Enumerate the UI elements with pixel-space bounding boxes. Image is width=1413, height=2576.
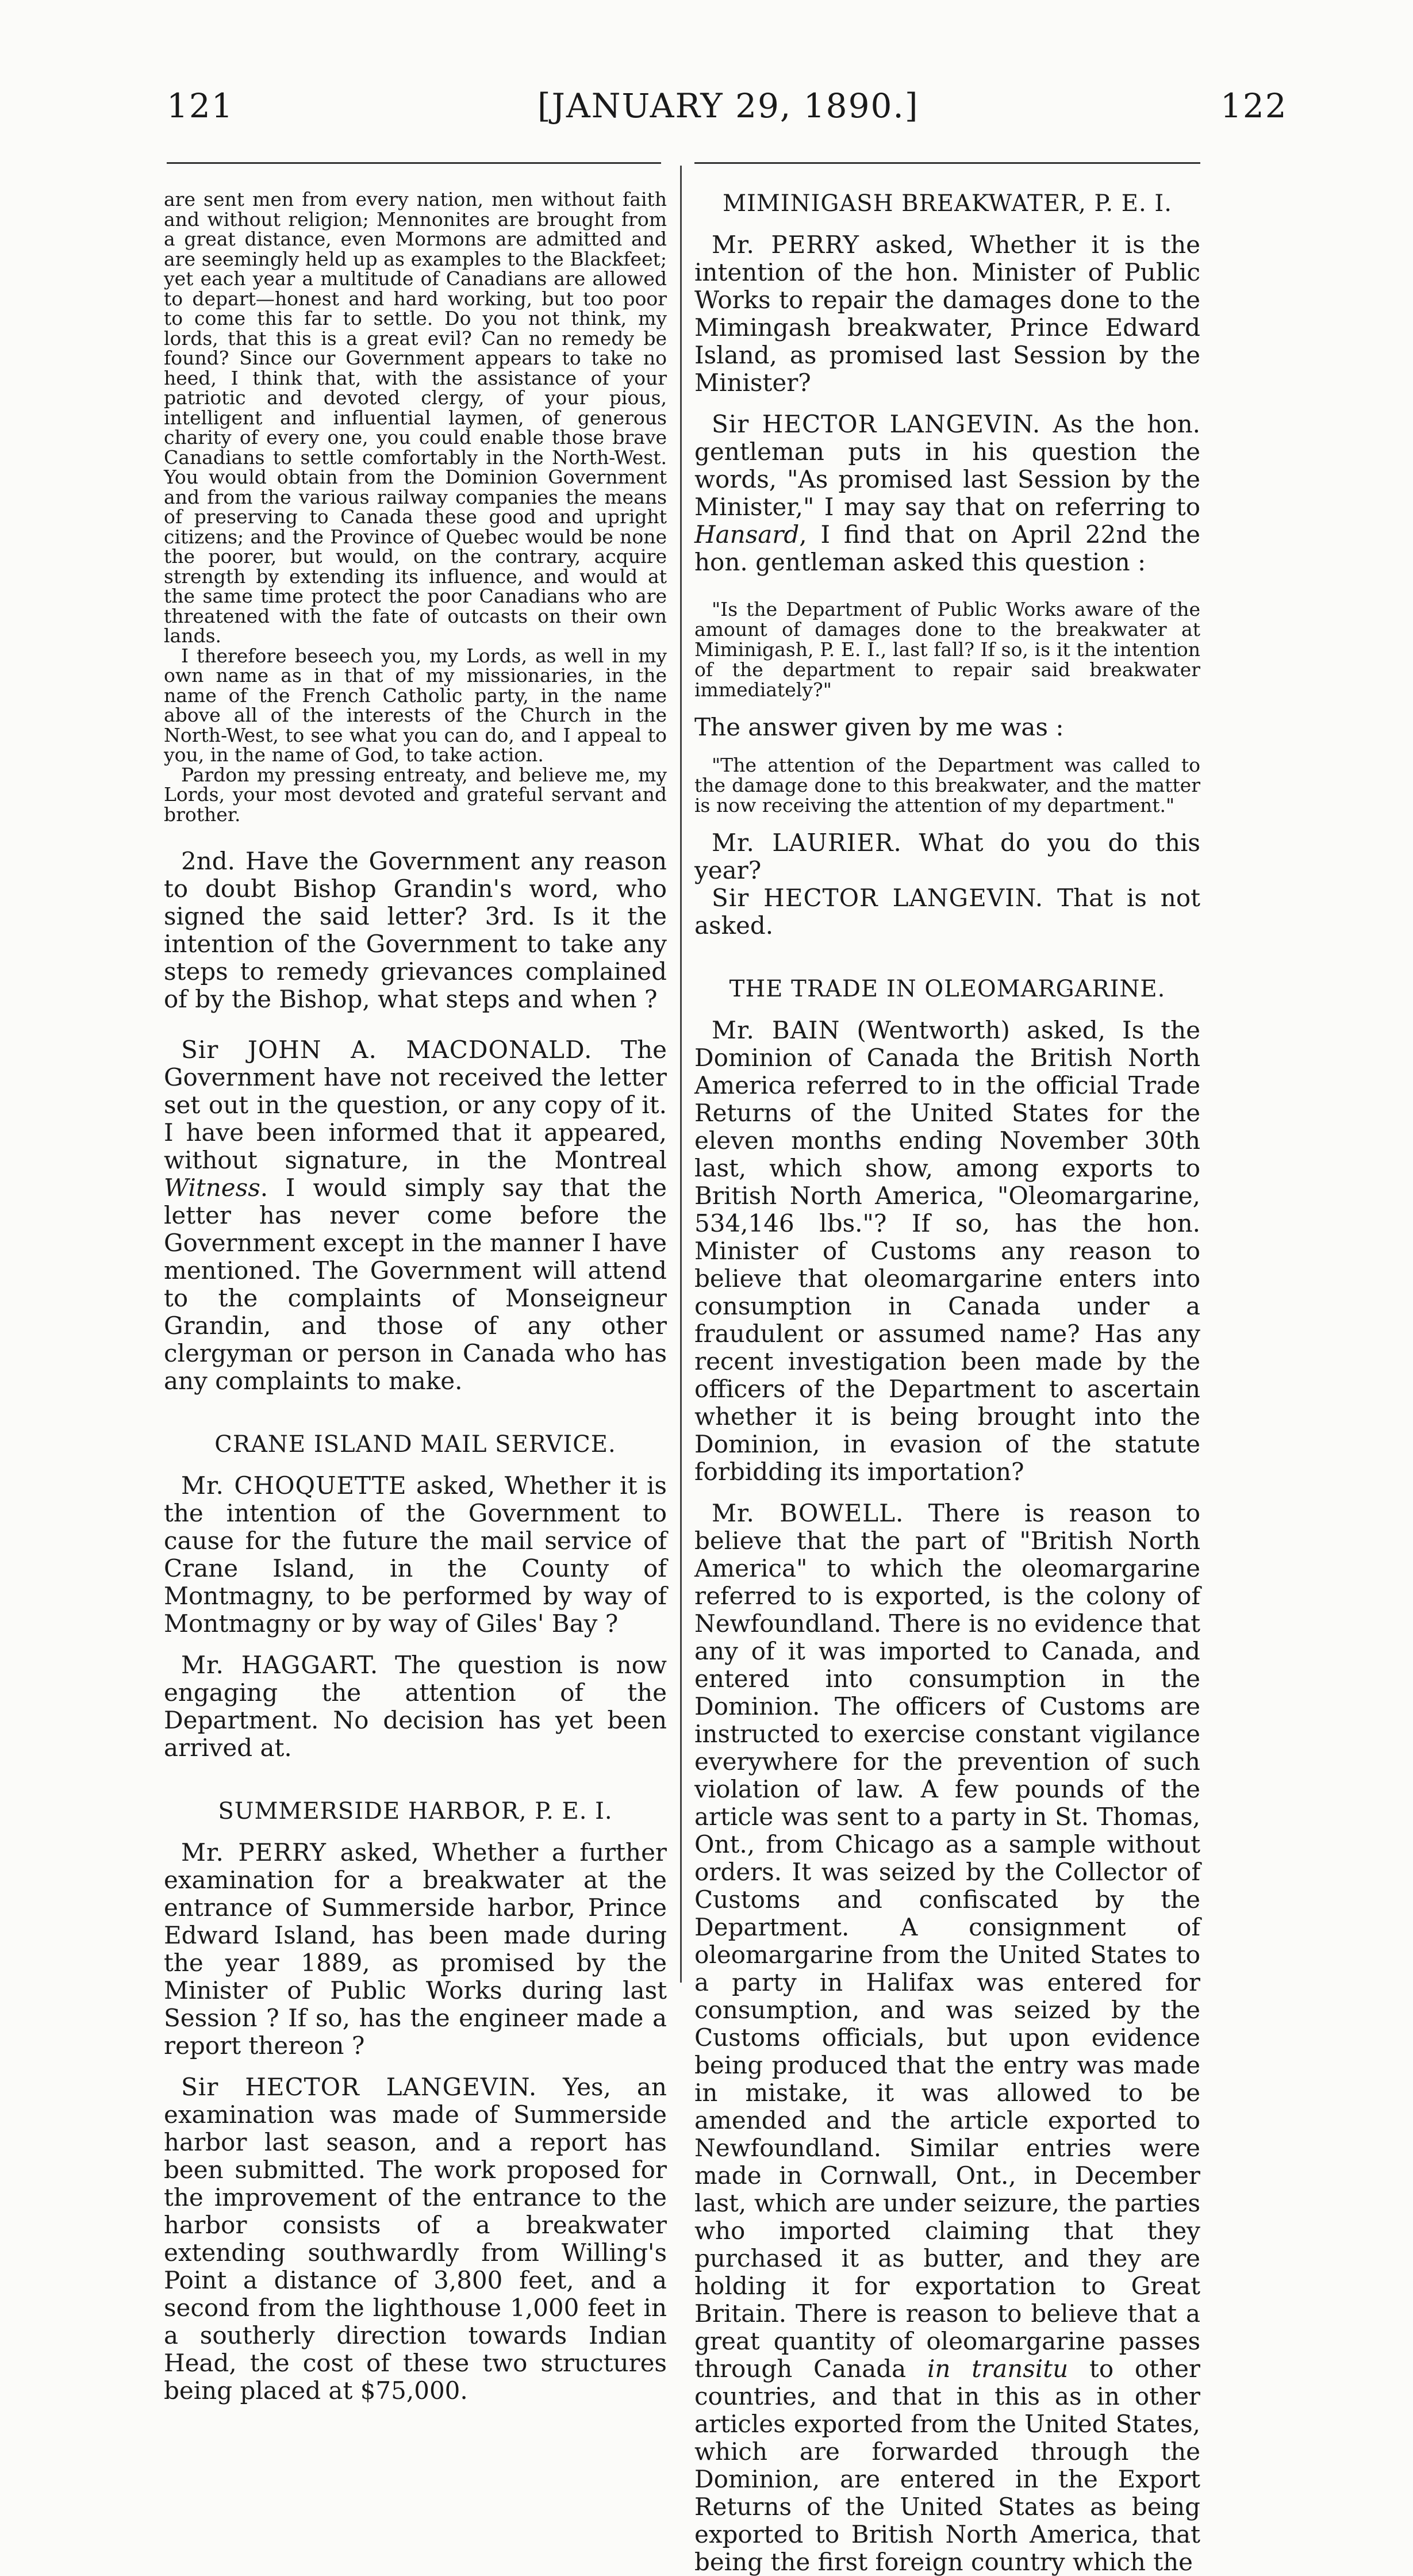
question-text: (Wentworth) asked, Is the Dominion of Canada the British North America referred to in the official Trade Returns of the United States for the eleven months ending November 30th last, which show, among exports to British North America, "Oleomargarine, 534,146 lbs."? If so, has the hon. Minister of Customs any reason to believe that oleomargarine enters into consumption in Canada under a fraudulent or assumed name? Has any recent investigation been made by the officers of the Department to ascertain whether it is being brought into the Dominion, in evasion of the statute forbidding its importation? <box>694 1016 1200 1486</box>
quoted-question: "Is the Department of Public Works aware of the amount of damages done to the breakwater at Miminigash, P. E. I., last fall? If so, is it the intention of the department to repair said breakwater immediately?" <box>694 598 1200 701</box>
page-number-right: 122 <box>1220 86 1288 125</box>
bowell-answer <box>694 1500 1200 2576</box>
question-text: asked, Whether it is the intention of the Government to cause for the future the mail service of Crane Island, in the County of Montmagny, to be performed by way of Montmagny or by way of Giles' Bay ? <box>164 1471 667 1638</box>
speaker-name: Mr. PERRY <box>712 231 859 259</box>
speaker-name: Mr. HAGGART. <box>181 1651 379 1679</box>
haggart-answer <box>164 1651 667 1762</box>
letter-paragraph: I therefore beseech you, my Lords, as well in my own name as in that of my missionaries, in the name of the French Catholic party, in the name above all of the interests of the Church in the North-West, to see what you can do, and I appeal to you, in the name of God, to take action. <box>164 644 667 766</box>
questions-paragraph: 2nd. Have the Government any reason to doubt Bishop Grandin's word, who signed the said letter? 3rd. Is it the intention of the Government to take any steps to remedy grievances complained of by the Bishop, what steps and when ? <box>164 847 667 1013</box>
letter-paragraph: are sent men from every nation, men without faith and without religion; Mennonites are brought from a great distance, even Mormons are admitted and are seemingly held up as examples to the Blackfeet; yet each year a multitude of Canadians are allowed to depart—honest and hard working, but too poor to come this far to settle. Do you not think, my lords, that this is a great evil? Can no remedy be found? Since our Government appears to take no heed, I think that, with the assistance of your patriotic and devoted clergy, of your pious, intelligent and influential laymen, of generous charity of every one, you could enable those brave Canadians to settle comfortably in the North-West. You would obtain from the Dominion Government and from the various railway companies the means of preserving to Canada these good and upright citizens; and the Province of Quebec would be none the poorer, but would, on the contrary, acquire strength by extending its influence, and would at the same time protect the poor Canadians who are threatened with the fate of outcasts on their own lands. <box>164 188 667 647</box>
speaker-name: Sir HECTOR LANGEVIN. <box>712 410 1041 438</box>
answer-text: The question is now engaging the attention of the Department. No decision has yet been arrived at. <box>164 1651 667 1762</box>
answer-text: to other countries, and that in this as in other articles exported from the United States, which are forwarded through the Dominion, are entered in the Export Returns of the United States as being exported to British North America, that being the first foreign country which the <box>694 2355 1201 2576</box>
choquette-question <box>164 1472 667 1638</box>
speaker-name: Mr. LAURIER. <box>712 829 902 857</box>
speaker-name: Mr. PERRY <box>181 1838 327 1866</box>
section-heading-summerside: SUMMERSIDE HARBOR, P. E. I. <box>218 1798 613 1824</box>
macdonald-answer <box>164 1036 667 1395</box>
latin-phrase: in transitu <box>927 2355 1069 2383</box>
speaker-name: Sir HECTOR LANGEVIN. <box>712 884 1044 912</box>
header-rule-left <box>167 162 661 164</box>
perry-question-summerside <box>164 1839 667 2060</box>
answer-text: There is reason to believe that the part of "British North America" to which the oleomargarine referred to is exported, is the colony of Newfoundland. There is no evidence that any of it was imported to Canada, and entered into consumption in the Dominion. The officers of Customs are instructed to exercise constant vigilance everywhere for the prevention of such violation of law. A few pounds of the article was sent to a party in St. Thomas, Ont., from Chicago as a sample without orders. It was seized by the Collector of Customs and confiscated by the Department. A consignment of oleomargarine from the United States to a party in Halifax was entered for consumption, and was seized by the Customs officials, but upon evidence being produced that the entry was made in mistake, it was allowed to be amended and the article exported to Newfoundland. Similar entries were made in Cornwall, Ont., in December last, which are under seizure, the parties who imported claiming that they purchased it as butter, and they are holding it for exportation to Great Britain. There is reason to believe that a great quantity of oleomargarine passes through Canada <box>694 1499 1200 2383</box>
newspaper-name: Witness <box>164 1174 260 1202</box>
answer-text: Yes, an examination was made of Summerside harbor last season, and a report has been submitted. The work proposed for the improvement of the entrance to the harbor consists of a breakwater extending southwardly from Willing's Point a distance of 3,800 feet, and a second from the lighthouse 1,000 feet in a southerly direction towards Indian Head, the cost of these two structures being placed at $75,000. <box>164 2073 667 2405</box>
section-heading-crane-island: CRANE ISLAND MAIL SERVICE. <box>214 1431 616 1458</box>
section-heading-oleomargarine: THE TRADE IN OLEOMARGARINE. <box>729 976 1166 1002</box>
page-header <box>0 86 1413 132</box>
question-text: asked, Whether a further examination for a breakwater at the entrance of Summerside harbor, Prince Edward Island, has been made during the year 1889, as promised by the Minister of Public Works during last Session ? If so, has the engineer made a report thereon ? <box>164 1838 667 2060</box>
letter-paragraph: Pardon my pressing entreaty, and believe me, my Lords, your most devoted and grateful servant and brother. <box>164 763 667 826</box>
langevin-answer-miminigash <box>694 411 1200 576</box>
answer-text: That is not asked. <box>694 884 1201 940</box>
speaker-name: Mr. BOWELL. <box>712 1499 904 1527</box>
answer-text: , I find that on April 22nd the hon. gentleman asked this question : <box>694 520 1200 576</box>
header-rule-right <box>694 162 1200 164</box>
bain-question <box>694 1017 1200 1486</box>
right-column <box>694 190 1200 2576</box>
section-heading-miminigash: MIMINIGASH BREAKWATER, P. E. I. <box>723 190 1172 217</box>
answer-text: . I would simply say that the letter has never come before the Government except in the manner I have mentioned. The Government will attend to the complaints of Monseigneur Grandin, and those of any other clergyman or person in Canada who has any complaints to make. <box>164 1174 667 1395</box>
page-number-left: 121 <box>167 86 234 125</box>
column-divider <box>680 166 682 1983</box>
question-text: asked, Whether it is the intention of the hon. Minister of Public Works to repair the damages done to the Mimingash breakwater, Prince Edward Island, as promised last Session by the Minister? <box>694 231 1200 397</box>
answer-text: As the hon. gentleman puts in his question the words, "As promised last Session by the Minister," I may say that on referring to <box>694 410 1200 521</box>
page-date: [JANUARY 29, 1890.] <box>537 86 919 125</box>
letter-excerpt <box>164 190 667 825</box>
laurier-question <box>694 829 1200 884</box>
perry-question-miminigash <box>694 231 1200 397</box>
question-text: What do you do this year? <box>694 829 1200 884</box>
langevin-reply <box>694 884 1200 940</box>
hansard-reference: Hansard <box>694 520 800 549</box>
langevin-answer-summerside <box>164 2073 667 2405</box>
speaker-name: Sir JOHN A. MACDONALD. <box>181 1036 593 1064</box>
answer-intro: The answer given by me was : <box>694 713 1064 741</box>
speaker-name: Mr. CHOQUETTE <box>181 1471 407 1500</box>
speaker-name: Mr. BAIN <box>712 1016 840 1044</box>
speaker-name: Sir HECTOR LANGEVIN. <box>181 2073 537 2101</box>
quoted-answer: "The attention of the Department was called to the damage done to this breakwater, and the matter is now receiving the attention of my department." <box>694 754 1200 816</box>
answer-text: The Government have not received the letter set out in the question, or any copy of it. I have been informed that it appeared, without signature, in the Montreal <box>164 1036 667 1174</box>
left-column <box>164 190 667 2405</box>
